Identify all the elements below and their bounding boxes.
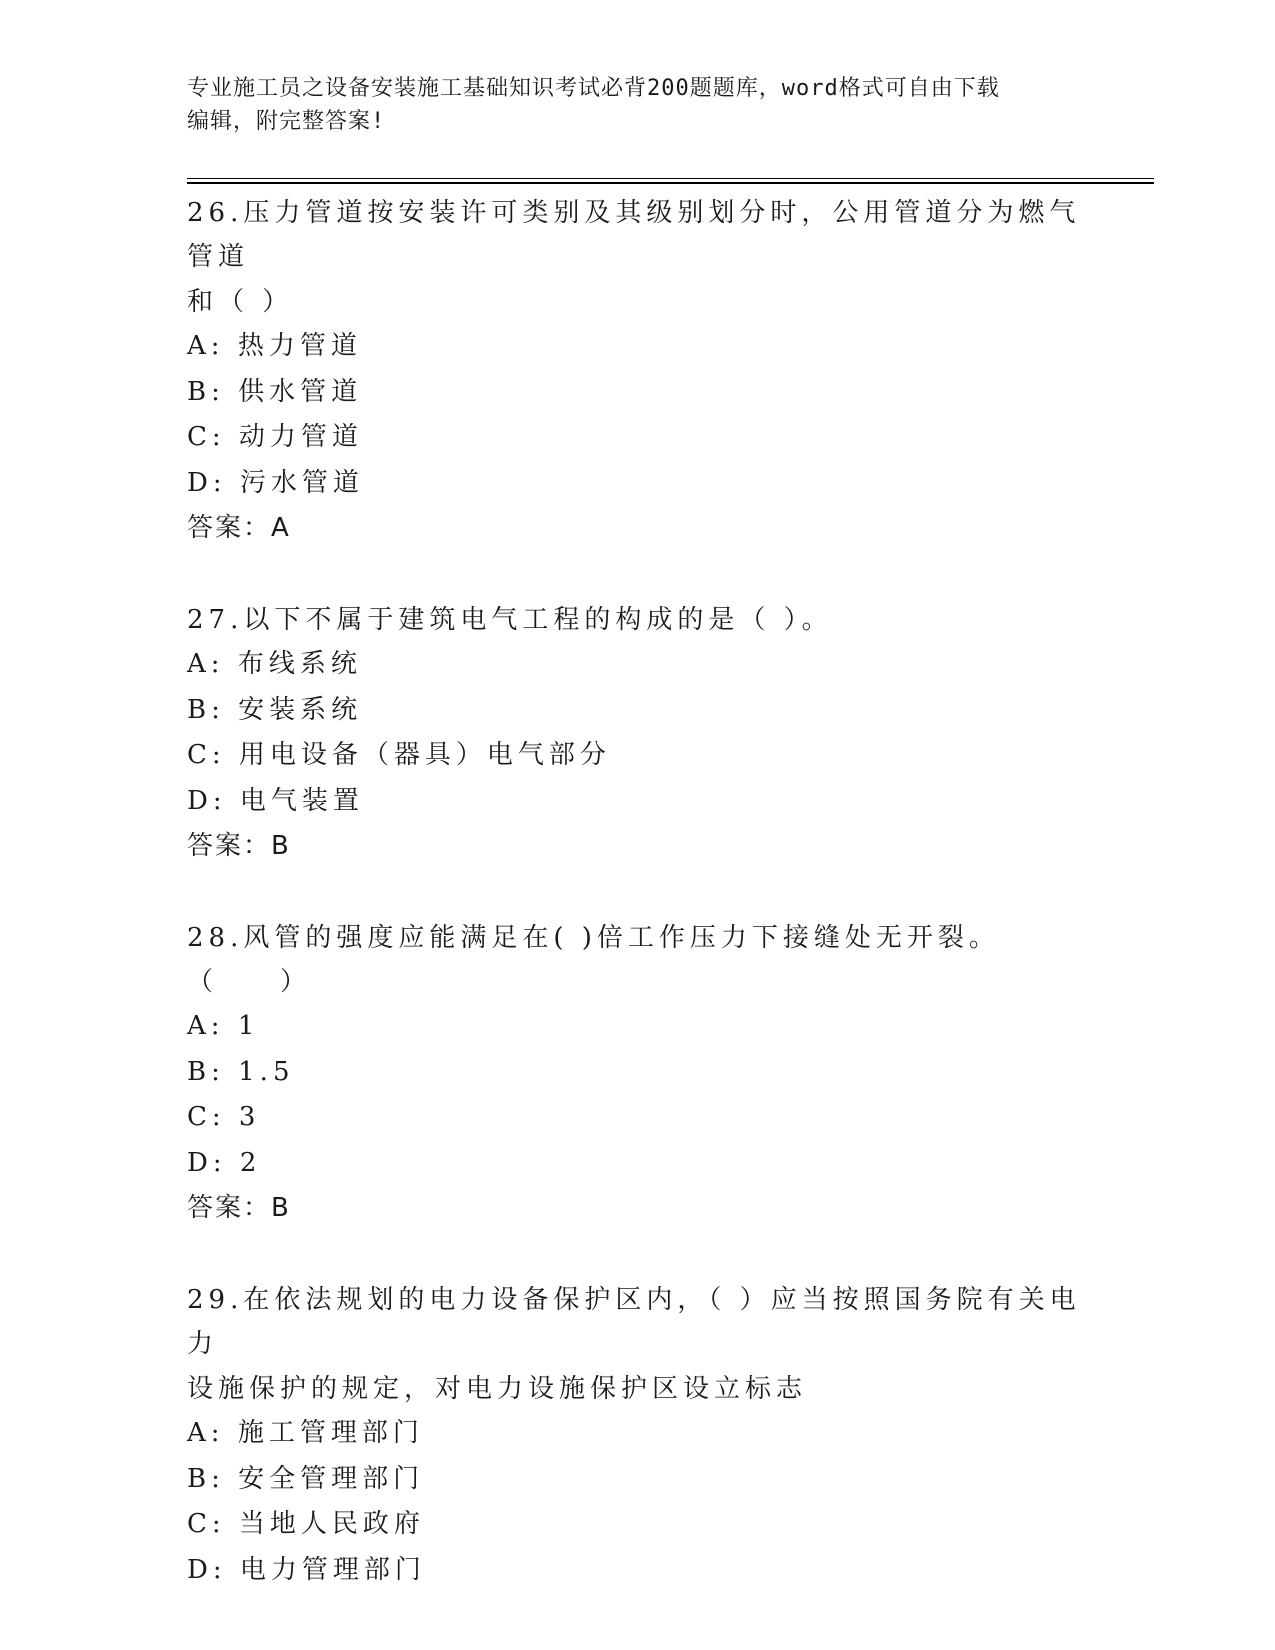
option-a [187,1411,1087,1457]
header-line-1: 专业施工员之设备安装施工基础知识考试必背200题题库，word格式可自由下载 [187,76,1000,101]
option-key: C: [187,740,226,770]
option-text: 施工管理部门 [237,1418,424,1448]
option-key: C: [187,422,226,452]
option-text: 动力管道 [238,422,363,452]
option-text: 1.5 [238,1056,295,1087]
option-key: B: [187,694,225,725]
option-key: A: [187,1418,225,1448]
question-28 [187,916,1087,1231]
document-header [187,72,1087,138]
option-text: 电力管理部门 [239,1554,426,1585]
option-text: 3 [238,1102,261,1132]
question-stem: 27.以下不属于建筑电气工程的构成的是（ ）。 [187,605,833,635]
option-c [187,733,1087,779]
answer-line: 答案：B [187,1193,291,1223]
option-d [187,461,1087,507]
option-key: D: [187,467,227,498]
option-key: D: [187,785,227,816]
option-key: D: [187,1147,227,1178]
option-text: 供水管道 [238,376,363,407]
question-stem-continued: 和（ ） [187,287,294,317]
option-key: A: [187,331,225,361]
option-b [187,1457,1087,1503]
option-a [187,1004,1087,1050]
question-26 [187,191,1087,551]
option-c [187,1502,1087,1548]
option-text: 污水管道 [239,467,364,498]
option-b [187,688,1087,734]
option-c [187,1095,1087,1141]
option-d [187,1141,1087,1187]
option-d [187,779,1087,825]
option-text: 2 [239,1147,262,1178]
answer-line: 答案：A [187,513,291,543]
option-b [187,1050,1087,1096]
question-stem: 29.在依法规划的电力设备保护区内，（ ）应当按照国务院有关电力 [187,1285,1081,1359]
option-b [187,370,1087,416]
option-text: 布线系统 [237,649,362,679]
option-text: 电气装置 [239,785,364,816]
question-stem: 26.压力管道按安装许可类别及其级别划分时，公用管道分为燃气管道 [187,198,1081,272]
question-stem: 28.风管的强度应能满足在( )倍工作压力下接缝处无开裂。（ ） [187,923,1000,997]
question-29 [187,1278,1087,1593]
option-text: 当地人民政府 [238,1509,425,1539]
option-text: 1 [237,1011,260,1041]
header-divider-thin [187,178,1154,179]
option-key: B: [187,1056,225,1087]
question-27 [187,598,1087,869]
option-key: C: [187,1102,226,1132]
option-text: 用电设备（器具）电气部分 [238,740,611,770]
option-c [187,415,1087,461]
question-list [187,190,1087,1640]
answer-line: 答案：B [187,831,291,861]
option-text: 热力管道 [237,331,362,361]
header-divider-thick [187,182,1154,184]
option-key: B: [187,376,225,407]
option-key: A: [187,649,225,679]
option-text: 安全管理部门 [238,1463,425,1494]
option-key: A: [187,1011,225,1041]
option-d [187,1548,1087,1594]
question-stem-continued: 设施保护的规定，对电力设施保护区设立标志 [187,1374,808,1404]
option-a [187,642,1087,688]
option-a [187,324,1087,370]
option-key: D: [187,1554,227,1585]
option-key: C: [187,1509,226,1539]
option-text: 安装系统 [238,694,363,725]
header-line-2: 编辑，附完整答案! [187,109,386,134]
option-key: B: [187,1463,225,1494]
